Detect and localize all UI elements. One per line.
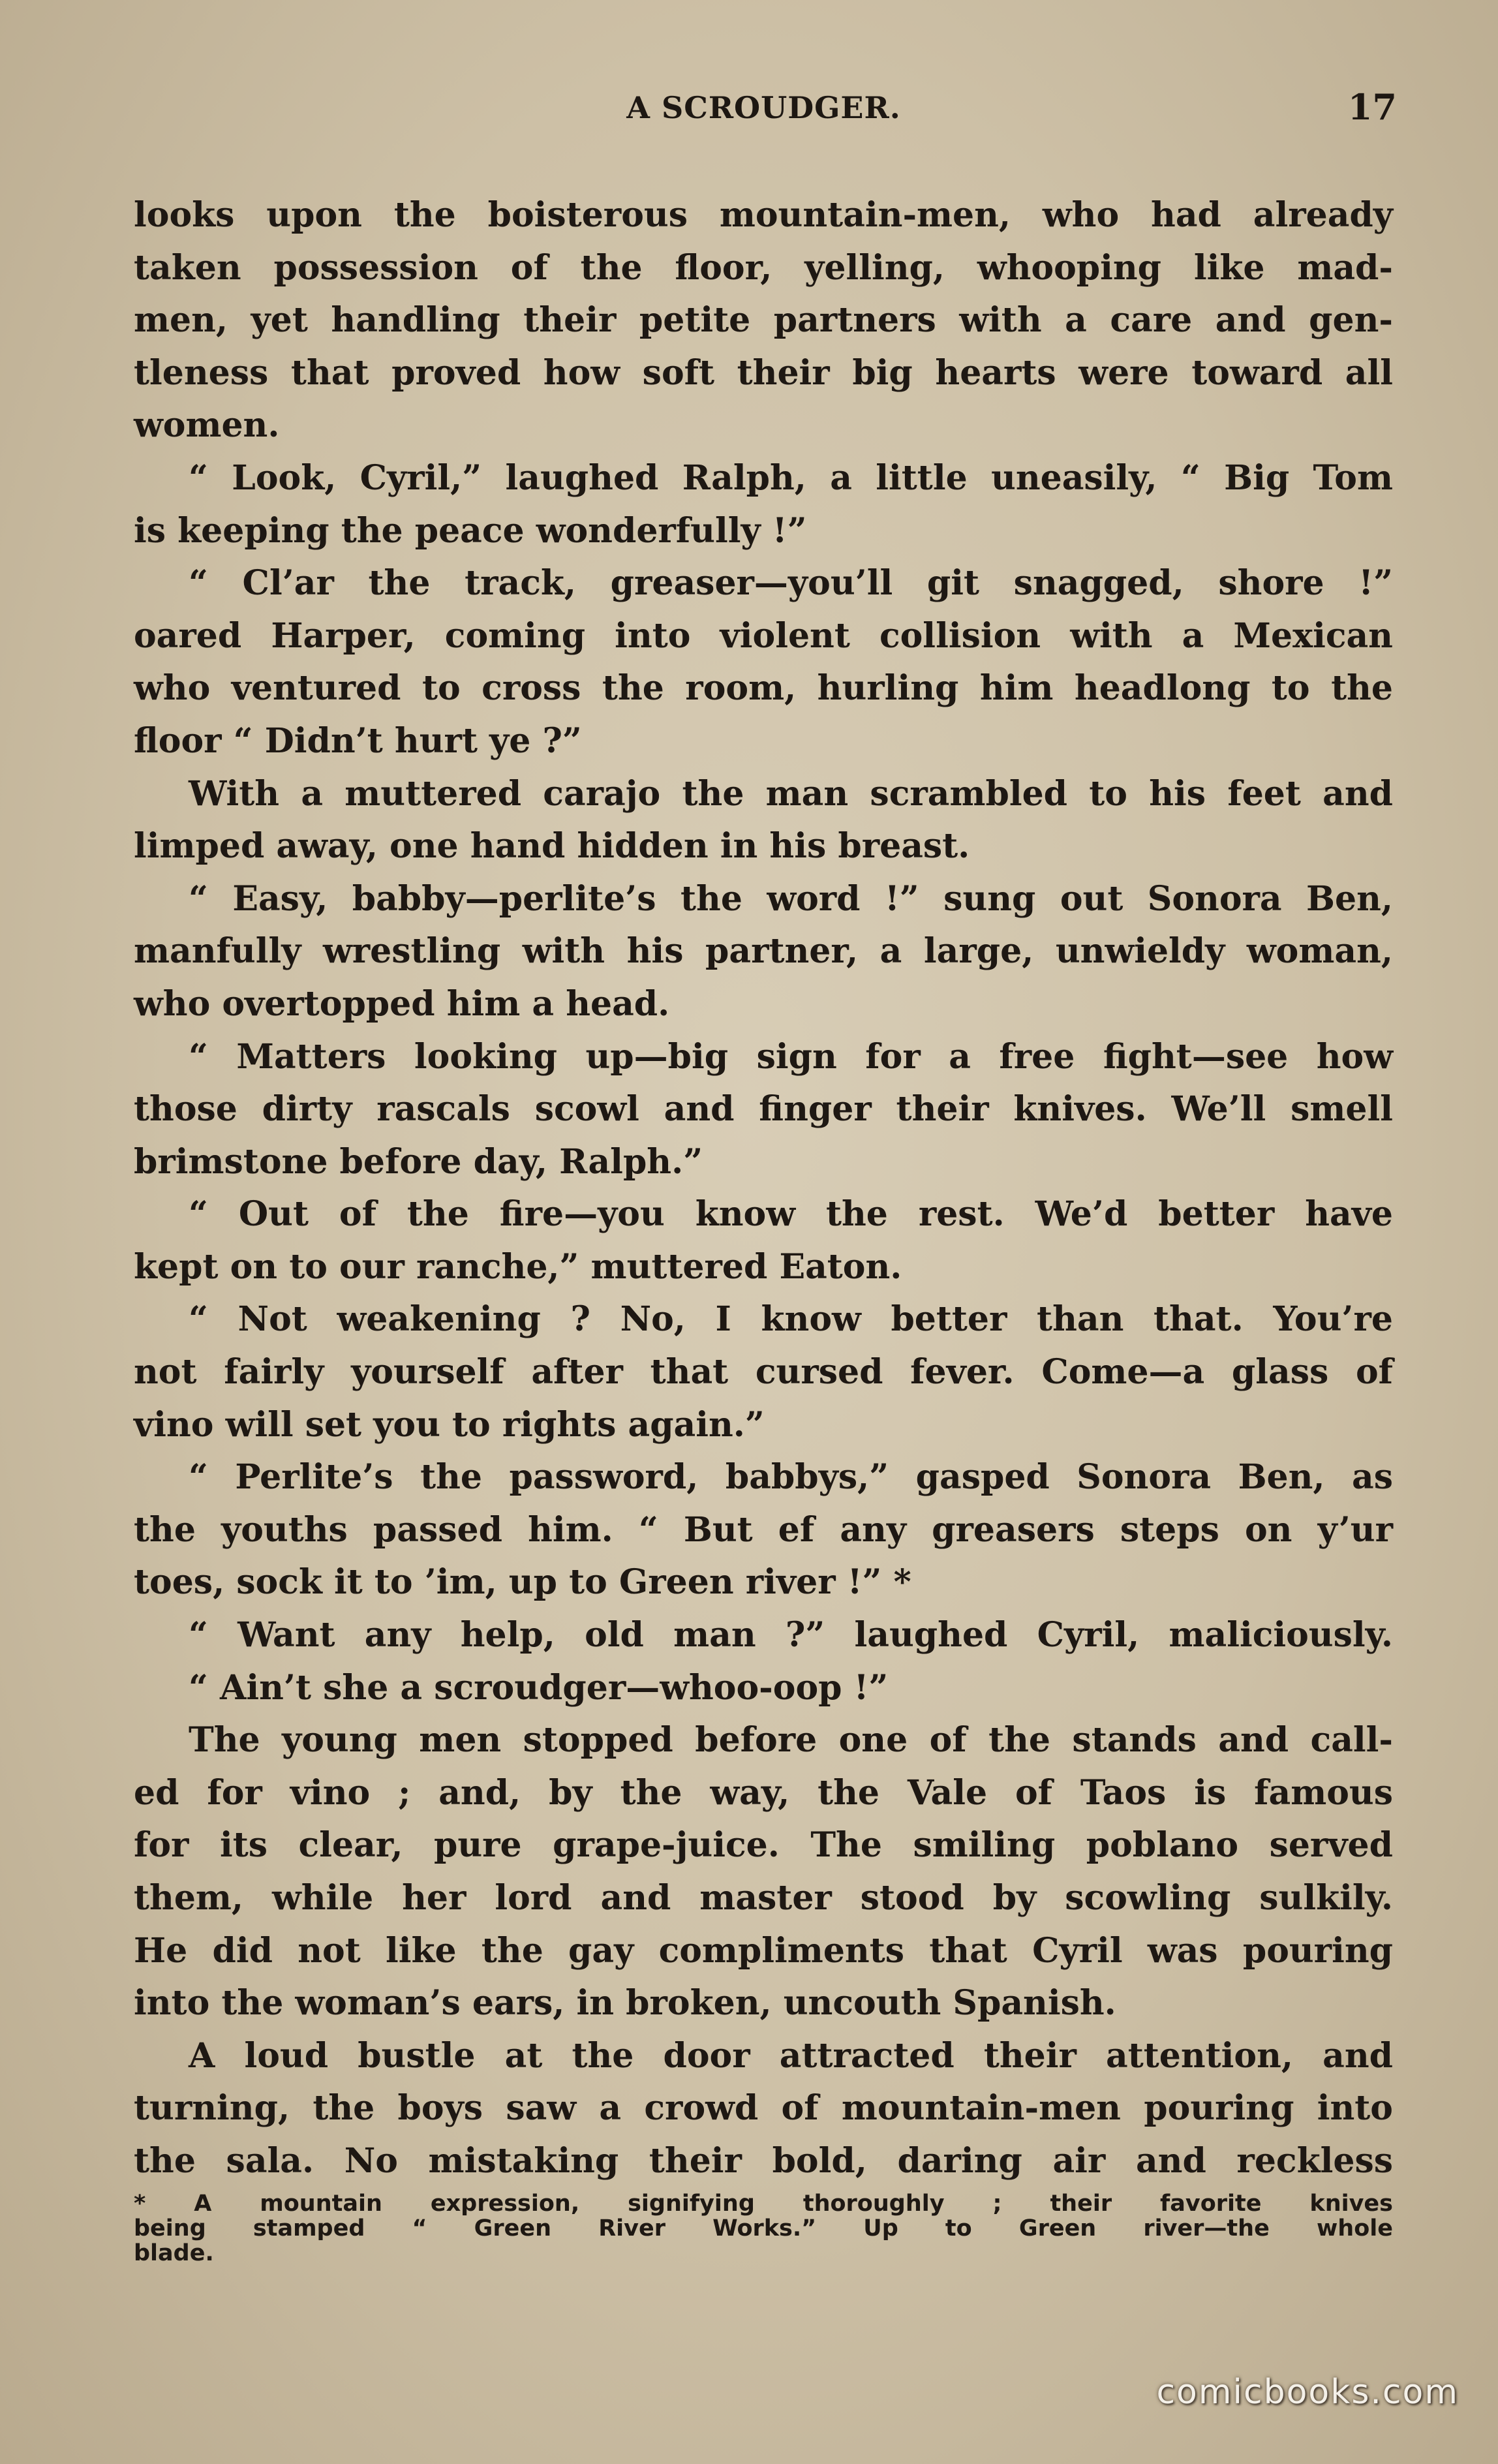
text-line: “ Look, Cyril,” laughed Ralph, a little uneasily, “ Big Tom (189, 457, 1393, 498)
text-line: “ Perlite’s the password, babbys,” gasped Sonora Ben, as (189, 1457, 1393, 1498)
page-header (130, 77, 1397, 136)
footnote (134, 2191, 1393, 2266)
text-line: who overtopped him a head. (134, 983, 670, 1024)
text-line: tleness that proved how soft their big hearts were toward all (134, 352, 1393, 393)
text-line: brimstone before day, Ralph.” (134, 1141, 703, 1182)
text-line: them, while her lord and master stood by scowling sulkily. (134, 1878, 1393, 1918)
text-line: for its clear, pure grape-juice. The smiling poblano served (134, 1825, 1393, 1866)
text-line: turning, the boys saw a crowd of mountain-men pouring into (134, 2088, 1393, 2129)
text-line: manfully wrestling with his partner, a large, unwieldy woman, (134, 931, 1393, 972)
text-line: “ Not weakening ? No, I know better than that. You’re (189, 1299, 1393, 1340)
text-line: The young men stopped before one of the stands and call- (189, 1720, 1393, 1761)
text-line: who ventured to cross the room, hurling him headlong to the (134, 668, 1393, 709)
text-line: “ Ain’t she a scroudger—whoo-oop !” (189, 1667, 889, 1708)
footnote-line: being stamped “ Green River Works.” Up to Green river—the whole (134, 2215, 1393, 2241)
text-line: women. (134, 405, 280, 446)
text-line: “ Easy, babby—perlite’s the word !” sung out Sonora Ben, (189, 878, 1393, 919)
body-text (134, 189, 1393, 2188)
footnote-line: * A mountain expression, signifying thoroughly ; their favorite knives (134, 2191, 1393, 2217)
text-line: “ Out of the fire—you know the rest. We’d better have (189, 1194, 1393, 1235)
text-line: men, yet handling their petite partners with a care and gen- (134, 300, 1393, 341)
text-line: ed for vino ; and, by the way, the Vale of Taos is famous (134, 1772, 1393, 1813)
text-line: looks upon the boisterous mountain-men, who had already (134, 195, 1393, 235)
watermark: comicbooks.com (1156, 2373, 1459, 2412)
text-line: “ Cl’ar the track, greaser—you’ll git snagged, shore !” (189, 563, 1393, 604)
text-line: A loud bustle at the door attracted their attention, and (189, 2035, 1393, 2076)
text-line: He did not like the gay compliments that Cyril was pouring (134, 1930, 1393, 1971)
text-line: floor “ Didn’t hurt ye ?” (134, 720, 582, 761)
text-line: the youths passed him. “ But ef any greasers steps on y’ur (134, 1509, 1393, 1550)
running-head: A SCROUDGER. (626, 90, 901, 125)
text-line: the sala. No mistaking their bold, daring air and reckless (134, 2140, 1393, 2181)
text-line: “ Want any help, old man ?” laughed Cyril, maliciously. (189, 1615, 1393, 1656)
text-line: is keeping the peace wonderfully !” (134, 510, 807, 551)
text-line: into the woman’s ears, in broken, uncouth Spanish. (134, 1983, 1116, 2024)
text-line: oared Harper, coming into violent collision with a Mexican (134, 615, 1393, 656)
text-line: With a muttered carajo the man scrambled to his feet and (189, 773, 1393, 814)
text-line: kept on to our ranche,” muttered Eaton. (134, 1246, 902, 1287)
text-line: vino will set you to rights again.” (134, 1404, 765, 1445)
text-line: taken possession of the floor, yelling, whooping like mad- (134, 247, 1393, 288)
page-number: 17 (1347, 86, 1397, 128)
text-line: not fairly yourself after that cursed fever. Come—a glass of (134, 1352, 1393, 1393)
text-line: those dirty rascals scowl and finger their knives. We’ll smell (134, 1089, 1393, 1130)
text-line: toes, sock it to ’im, up to Green river !” * (134, 1562, 911, 1603)
text-line: limped away, one hand hidden in his breast. (134, 826, 970, 867)
text-line: “ Matters looking up—big sign for a free fight—see how (189, 1036, 1393, 1077)
footnote-line: blade. (134, 2240, 214, 2266)
